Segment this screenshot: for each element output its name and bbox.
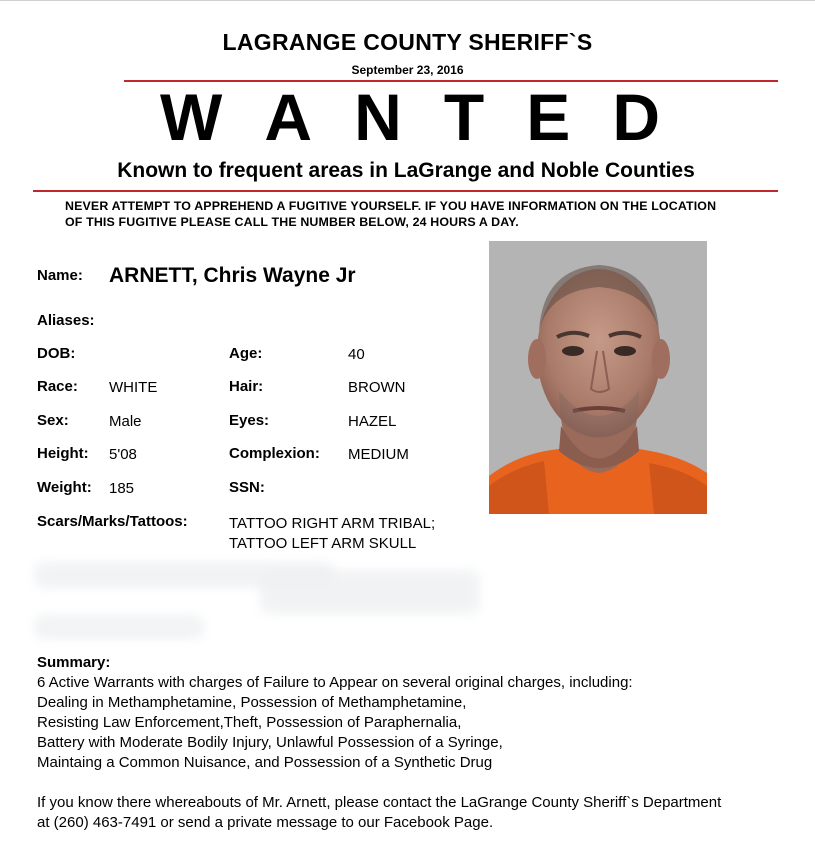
weight-value: 185 <box>109 480 135 497</box>
wanted-letter: D <box>612 80 660 154</box>
poster-date: September 23, 2016 <box>351 63 464 77</box>
contact-line: at (260) 463-7491 or send a private message to our Facebook Page. <box>37 814 494 831</box>
tattoo-line: TATTOO LEFT ARM SKULL <box>229 535 417 552</box>
divider-bottom <box>33 190 778 192</box>
race-label: Race: <box>37 378 78 395</box>
mugshot-photo <box>489 241 707 514</box>
warning-notice <box>65 198 716 230</box>
summary-line: Resisting Law Enforcement,Theft, Possession of Paraphernalia, <box>37 714 462 731</box>
hair-label: Hair: <box>229 378 264 395</box>
summary-line: Maintaing a Common Nuisance, and Possession of a Synthetic Drug <box>37 754 493 771</box>
sex-value: Male <box>109 413 142 430</box>
wanted-letter: W <box>160 80 223 154</box>
eyes-value: HAZEL <box>348 413 397 430</box>
complexion-value: MEDIUM <box>348 446 409 463</box>
summary-line: Dealing in Methamphetamine, Possession of Methamphetamine, <box>37 694 467 711</box>
scars-marks-tattoos-value <box>229 514 435 554</box>
scars-marks-tattoos-label: Scars/Marks/Tattoos: <box>37 513 188 530</box>
summary-label: Summary: <box>37 654 111 671</box>
aliases-label: Aliases: <box>37 312 95 329</box>
warning-line: OF THIS FUGITIVE PLEASE CALL THE NUMBER BELOW, 24 HOURS A DAY. <box>65 215 519 229</box>
wanted-letter: E <box>526 80 571 154</box>
ssn-label: SSN: <box>229 479 265 496</box>
warning-line: NEVER ATTEMPT TO APPREHEND A FUGITIVE YOURSELF. IF YOU HAVE INFORMATION ON THE LOCATION <box>65 199 717 213</box>
wanted-heading <box>160 80 660 154</box>
summary-text <box>37 673 633 773</box>
eyes-label: Eyes: <box>229 412 270 429</box>
contact-line: If you know there whereabouts of Mr. Arnett, please contact the LaGrange County Sheriff`s Department <box>37 794 722 811</box>
height-label: Height: <box>37 445 89 462</box>
top-border <box>0 0 815 1</box>
redacted-area <box>34 615 204 639</box>
race-value: WHITE <box>109 379 158 396</box>
fugitive-name: ARNETT, Chris Wayne Jr <box>109 264 356 287</box>
weight-label: Weight: <box>37 479 92 496</box>
summary-line: Battery with Moderate Bodily Injury, Unlawful Possession of a Syringe, <box>37 734 503 751</box>
age-label: Age: <box>229 345 263 362</box>
name-label: Name: <box>37 267 83 284</box>
dob-label: DOB: <box>37 345 76 362</box>
age-value: 40 <box>348 346 365 363</box>
agency-title: LAGRANGE COUNTY SHERIFF`S <box>222 29 593 55</box>
wanted-letter: T <box>443 80 485 154</box>
wanted-letter: N <box>354 80 402 154</box>
known-areas: Known to frequent areas in LaGrange and Noble Counties <box>117 159 695 182</box>
summary-line: 6 Active Warrants with charges of Failure to Appear on several original charges, including: <box>37 674 633 691</box>
hair-value: BROWN <box>348 379 406 396</box>
redacted-area <box>260 570 480 614</box>
tattoo-line: TATTOO RIGHT ARM TRIBAL; <box>229 515 436 532</box>
height-value: 5'08 <box>109 446 137 463</box>
wanted-letter: A <box>264 80 313 154</box>
contact-info <box>37 793 721 833</box>
mugshot-illustration <box>489 241 707 514</box>
sex-label: Sex: <box>37 412 69 429</box>
complexion-label: Complexion: <box>229 445 320 462</box>
